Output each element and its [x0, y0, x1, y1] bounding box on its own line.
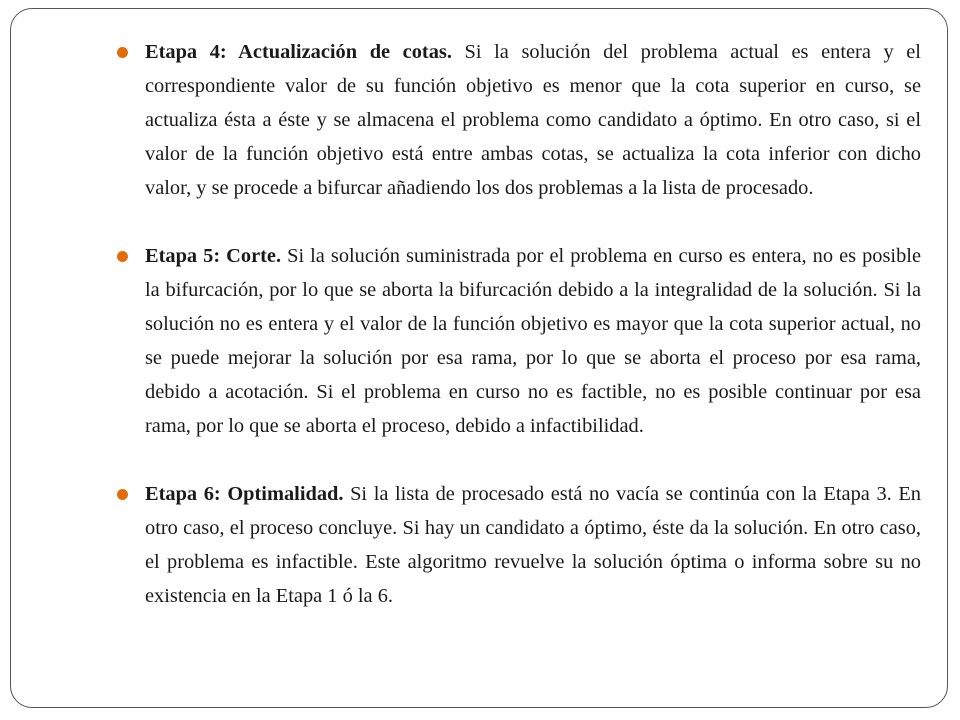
bullet-dot-icon	[117, 251, 128, 262]
bullet-dot-icon	[117, 489, 128, 500]
bullet-dot-icon	[117, 47, 128, 58]
bullet-etapa-5	[117, 239, 921, 443]
bullet-title: Etapa 6: Optimalidad.	[145, 483, 351, 505]
bullet-body: Si la solución suministrada por el problema en curso es entera, no es posible la bifurcación, por lo que se aborta la bifurcación debido a la integralidad de la solución. Si la solución no es entera y el valor de la función objetivo es mayor que la cota superior actual, no se puede mejorar la solución por esa rama, por lo que se aborta el proceso por esa rama, debido a acotación. Si el problema en curso no es factible, no es posible continuar por esa rama, por lo que se aborta el proceso, debido a infactibilidad.	[145, 245, 921, 437]
slide-frame	[10, 8, 948, 708]
bullet-list	[117, 35, 921, 613]
bullet-body: Si la lista de procesado está no vacía se continúa con la Etapa 3. En otro caso, el proceso concluye. Si hay un candidato a óptimo, éste da la solución. En otro caso, el problema es infactible. Este algoritmo revuelve la solución óptima o informa sobre su no existencia en la Etapa 1 ó la 6.	[145, 483, 921, 607]
bullet-title: Etapa 4: Actualización de cotas.	[145, 41, 465, 63]
bullet-body: Si la solución del problema actual es entera y el correspondiente valor de su función objetivo es menor que la cota superior en curso, se actualiza ésta a éste y se almacena el problema como candidato a óptimo. En otro caso, si el valor de la función objetivo está entre ambas cotas, se actualiza la cota inferior con dicho valor, y se procede a bifurcar añadiendo los dos problemas a la lista de procesado.	[145, 41, 921, 199]
bullet-etapa-4	[117, 35, 921, 205]
bullet-title: Etapa 5: Corte.	[145, 245, 288, 267]
bullet-etapa-6	[117, 477, 921, 613]
